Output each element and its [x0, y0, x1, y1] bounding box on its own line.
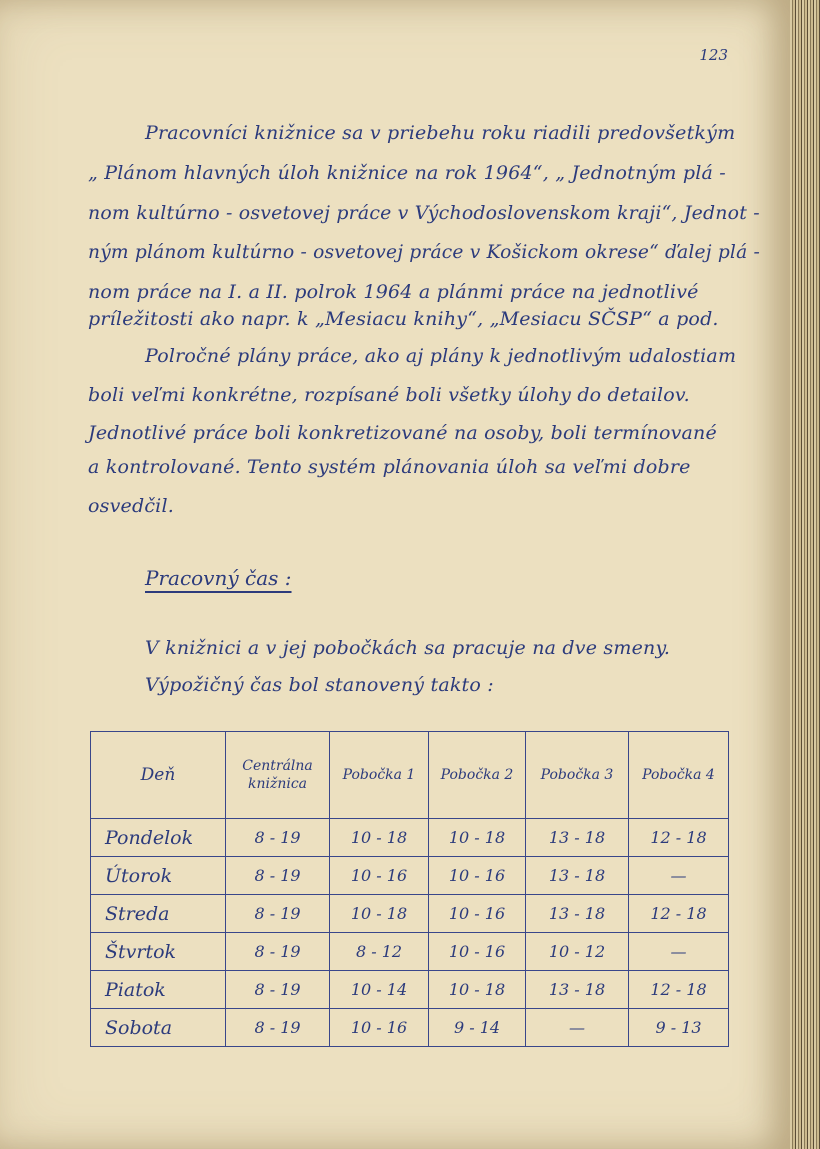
table-row	[91, 933, 729, 971]
text-line: Jednotlivé práce boli konkretizované na osoby, boli termínované	[88, 422, 717, 444]
page-edges	[790, 0, 820, 1149]
cell-hours: 9 - 14	[429, 1009, 526, 1047]
section-heading: Pracovný čas :	[145, 566, 292, 590]
cell-hours: —	[629, 933, 729, 971]
table-header-row	[91, 732, 729, 819]
text-line: príležitosti ako napr. k „Mesiacu knihy“, „Mesiacu SČSP“ a pod.	[88, 308, 719, 330]
cell-hours: 8 - 19	[226, 933, 330, 971]
text-line: ným plánom kultúrno - osvetovej práce v Košickom okrese“ ďalej plá -	[88, 241, 760, 263]
cell-day: Pondelok	[91, 819, 226, 857]
cell-hours: 13 - 18	[526, 971, 629, 1009]
cell-hours: 13 - 18	[526, 857, 629, 895]
table-row	[91, 1009, 729, 1047]
cell-day: Štvrtok	[91, 933, 226, 971]
cell-day: Piatok	[91, 971, 226, 1009]
cell-hours: 10 - 16	[429, 895, 526, 933]
cell-hours: 10 - 16	[429, 933, 526, 971]
text-line: nom práce na I. a II. polrok 1964 a plánmi práce na jednotlivé	[88, 281, 699, 303]
cell-hours: 13 - 18	[526, 819, 629, 857]
header-central-library: Centrálna knižnica	[226, 732, 330, 819]
cell-hours: 9 - 13	[629, 1009, 729, 1047]
cell-hours: 8 - 19	[226, 819, 330, 857]
text-line: „ Plánom hlavných úloh knižnice na rok 1964“, „ Jednotným plá -	[88, 162, 726, 184]
text-line: boli veľmi konkrétne, rozpísané boli všetky úlohy do detailov.	[88, 384, 690, 406]
cell-hours: 8 - 12	[330, 933, 429, 971]
cell-hours: 10 - 18	[429, 819, 526, 857]
cell-hours: 10 - 18	[429, 971, 526, 1009]
header-branch-1: Pobočka 1	[330, 732, 429, 819]
cell-day: Útorok	[91, 857, 226, 895]
opening-hours-table	[90, 731, 729, 1047]
cell-hours: 8 - 19	[226, 971, 330, 1009]
cell-day: Sobota	[91, 1009, 226, 1047]
cell-hours: 10 - 14	[330, 971, 429, 1009]
intro-line: V knižnici a v jej pobočkách sa pracuje na dve smeny.	[145, 637, 671, 659]
cell-hours: 10 - 16	[429, 857, 526, 895]
cell-hours: 10 - 18	[330, 895, 429, 933]
cell-hours: —	[629, 857, 729, 895]
cell-hours: 13 - 18	[526, 895, 629, 933]
text-line: osvedčil.	[88, 495, 174, 517]
cell-hours: 12 - 18	[629, 971, 729, 1009]
text-line: Polročné plány práce, ako aj plány k jednotlivým udalostiam	[145, 345, 737, 367]
cell-hours: 12 - 18	[629, 819, 729, 857]
header-branch-3: Pobočka 3	[526, 732, 629, 819]
page-number: 123	[699, 46, 728, 64]
cell-day: Streda	[91, 895, 226, 933]
intro-line: Výpožičný čas bol stanovený takto :	[145, 674, 494, 696]
table-row	[91, 819, 729, 857]
table-row	[91, 857, 729, 895]
cell-hours: 8 - 19	[226, 857, 330, 895]
table-row	[91, 895, 729, 933]
cell-hours: 12 - 18	[629, 895, 729, 933]
cell-hours: —	[526, 1009, 629, 1047]
header-day: Deň	[91, 732, 226, 819]
cell-hours: 10 - 16	[330, 857, 429, 895]
cell-hours: 10 - 12	[526, 933, 629, 971]
header-branch-4: Pobočka 4	[629, 732, 729, 819]
table-row	[91, 971, 729, 1009]
text-line: nom kultúrno - osvetovej práce v Východoslovenskom kraji“, Jednot -	[88, 202, 760, 224]
cell-hours: 8 - 19	[226, 895, 330, 933]
header-branch-2: Pobočka 2	[429, 732, 526, 819]
text-line: Pracovníci knižnice sa v priebehu roku riadili predovšetkým	[145, 122, 736, 144]
cell-hours: 10 - 16	[330, 1009, 429, 1047]
text-line: a kontrolované. Tento systém plánovania úloh sa veľmi dobre	[88, 456, 691, 478]
cell-hours: 8 - 19	[226, 1009, 330, 1047]
cell-hours: 10 - 18	[330, 819, 429, 857]
